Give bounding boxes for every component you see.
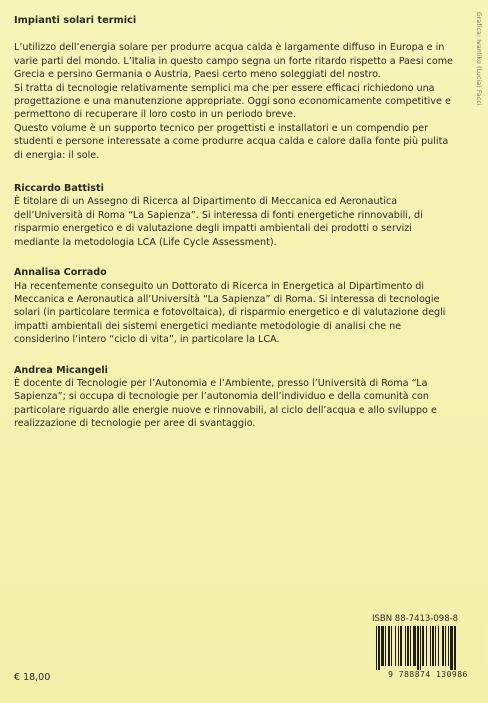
isbn-label: ISBN 88-7413-098-8: [372, 614, 459, 624]
barcode-bar: [405, 626, 406, 666]
barcode-bars: [372, 624, 484, 670]
barcode-bar: [407, 626, 409, 666]
barcode-bar: [398, 626, 399, 666]
author-name: Annalisa Corrado: [14, 267, 107, 279]
barcode-bar: [417, 626, 419, 670]
cover-text-block: [14, 14, 454, 448]
barcode-bar: [432, 626, 434, 666]
barcode-bar: [450, 626, 453, 670]
author-name: Andrea Micangeli: [14, 364, 108, 376]
author-battisti: [14, 182, 454, 249]
barcode-bar: [376, 626, 377, 670]
barcode-bar: [422, 626, 424, 666]
author-bio: Ha recentemente conseguito un Dottorato di Ricerca in Energetica al Dipartimento di Meccanica e Aeronautica all’Università “La Sapienza” di Roma. Si interessa di tecnologie solari (in particolare termica e fotovoltaica), di risparmio energetico e di valutazione degli impatti ambientali dei sistemi energetici mediante metodologie di analisi che ne considerino l’intero “ciclo di vita”, in particolare la LCA.: [14, 280, 446, 346]
barcode-bar: [438, 626, 439, 666]
barcode-bar: [454, 626, 456, 670]
barcode-bar: [442, 626, 444, 666]
barcode-number: 9 788874 130986: [388, 670, 468, 679]
author-name: Riccardo Battisti: [14, 183, 104, 195]
barcode-bar: [391, 626, 392, 666]
barcode-bar: [385, 626, 386, 666]
barcode-graphic: [372, 624, 484, 670]
intro-paragraph-3: Questo volume è un supporto tecnico per progettisti e installatori e un compendio per studenti e persone interessate a come produrre acqua calda e calore dalla fonte più pulita di energia: il sole.: [14, 122, 449, 161]
barcode-bar: [413, 626, 416, 666]
barcode-bar: [381, 626, 384, 666]
barcode-bar: [445, 626, 446, 666]
price-label: € 18,00: [14, 672, 51, 683]
barcode-bar: [420, 626, 421, 670]
intro-paragraph-1: L’utilizzo dell’energia solare per produrre acqua calda è largamente diffuso in Europa e in varie parti del mondo. L’Italia in questo campo segna un forte ritardo rispetto a Paesi come Grecia e persino Germania o Austria, Paesi certo meno soleggiati del nostro.: [14, 42, 453, 81]
author-micangeli: [14, 364, 454, 431]
book-title: Impianti solari termici: [14, 15, 137, 26]
barcode-bar: [388, 626, 390, 666]
barcode-bar: [435, 626, 436, 666]
author-bio: È titolare di un Assegno di Ricerca al Dipartimento di Meccanica ed Aeronautica dell’Università di Roma “La Sapienza”. Si interessa di fonti energetiche rinnovabili, di risparmio energetico e di valutazione degli impatti ambientali dei prodotti o servizi mediante la metodologia LCA (Life Cycle Assessment).: [14, 196, 423, 248]
author-corrado: [14, 266, 454, 346]
barcode-bar: [395, 626, 396, 666]
intro-paragraph-2: Si tratta di tecnologie relativamente semplici ma che per essere efficaci richiedono una progettazione e una manutenzione appropriate. Oggi sono economicamente competitive e permettono di recuperare il loro costo in un periodo breve.: [14, 82, 451, 121]
barcode-bar: [426, 626, 427, 666]
barcode-bar: [430, 626, 431, 666]
barcode-bar: [410, 626, 411, 666]
side-credit-text: Grafica: Ivanliko (Lucia) Facci: [475, 12, 482, 106]
barcode-bar: [378, 626, 380, 670]
barcode-bar: [400, 626, 402, 666]
author-bio: È docente di Tecnologie per l’Autonomia e l’Ambiente, presso l’Università di Roma “La Sapienza”; si occupa di tecnologie per l’autonomia dell’individuo e della comunità con particolare riguardo alle energie nuove e rinnovabili, al ciclo dell’acqua e allo sviluppo e realizzazione di tecnologie per aree di svantaggio.: [14, 377, 437, 430]
barcode-bar: [448, 626, 449, 666]
